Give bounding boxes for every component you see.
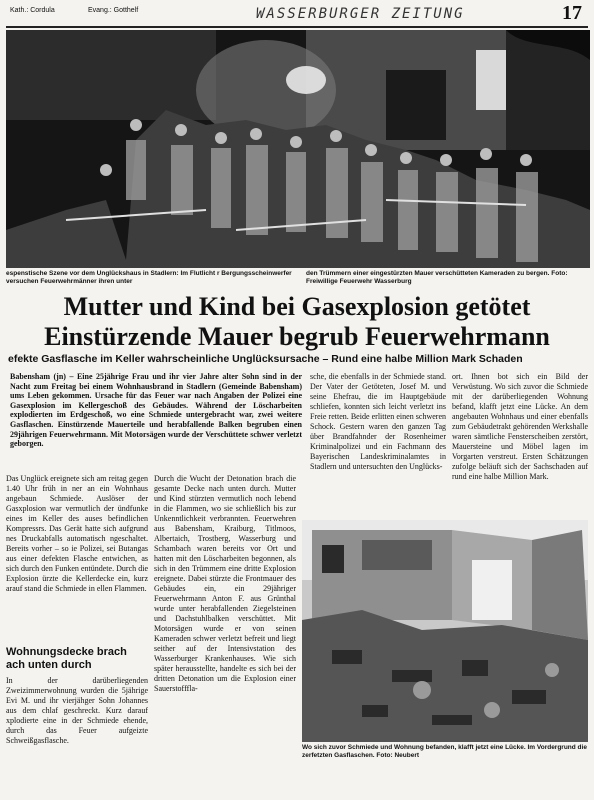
article-column-2: Durch die Wucht der Detonation brach die gesamte Decke nach unten durch. Mutter und Kind stürzten vermutlich noch lebend in die Flammen, wo sie schließlich bis zur Unkenntlichkeit verbrannten. Feuerwehren aus Babensham, Kraiburg, Titlmoos, Albertaich, Trostberg, Wasserburg und Schambach waren bereits vor Ort und hatten mit den Löscharbeiten begonnen, als sich in den Trümmern eine dritte Explosion ereignete. Dabei stürzte die Frontmauer des Gebäudes ein, ein 29jähriger Feuerwehrmann Anton F. aus Grünthal wurde unter herabfallenden Ziegelsteinen und Dachstuhlbalken verschüttet. Mit Motorsägen wurde er von seinen Kameraden schwer verletzt befreit und liegt seither auf der Intensivstation des Wasserburger Krankenhauses. Wie sich später herausstellte, handelte es sich bei der dritten Detonation um die Explosion einer Sauerstofffla-: [154, 474, 296, 693]
page-number: 17: [562, 2, 582, 24]
article-subheading: Wohnungsdecke brach ach unten durch: [6, 646, 127, 671]
page-header: [6, 4, 588, 28]
subheadline: efekte Gasflasche im Keller wahrscheinliche Unglücksursache – Rund eine halbe Million Mark Schaden: [8, 353, 523, 365]
headline-line-1: Mutter und Kind bei Gasexplosion getötet: [63, 292, 531, 321]
calendar-catholic: Kath.: Cordula: [10, 7, 55, 14]
photo-ruins-caption: Wo sich zuvor Schmiede und Wohnung befanden, klafft jetzt eine Lücke. Im Vordergrund die zerfetzten Gasflaschen. Foto: Neubert: [302, 744, 587, 759]
photo-rescue-scene: [6, 30, 590, 268]
photo-caption-right: den Trümmern einer eingestürzten Mauer verschütteten Kameraden zu bergen. Foto: Freiwillige Feuerwehr Wasserburg: [306, 270, 568, 285]
article-column-3: sche, die ebenfalls in der Schmiede stand. Der Vater der Getöteten, Josef M. und seine Ehefrau, die im Hauptgebäude schliefen, konnten sich leicht verletzt ins Freie retten. Beide erlitten einen schweren Schock. Gestern waren den ganzen Tag über Brandfahnder der Rosenheimer Kriminalpolizei und ein Fachmann des Bayerischen Landeskriminalamtes in Stadlern und untersuchten den Unglücks-: [310, 372, 446, 471]
calendar-evangelical: Evang.: Gotthelf: [88, 7, 139, 14]
lead-paragraph: Babensham (jn) – Eine 25jährige Frau und ihr vier Jahre alter Sohn sind in der Nacht zum Freitag bei einem Wohnhausbrand in Stadlern (Gemeinde Babensham) ums Leben gekommen. Ursache für das Feuer war nach Angaben der Polizei eine Gasexplosion im Kellergeschoß des Gebäudes. Während der Löscharbeiten explodierten im Erdgeschoß, wo eine Schmiede untergebracht war, zwei weitere Gasflaschen. Einstürzende Mauerteile und herabfallende Balken begruben einen 29jährigen Feuerwehrmann. Mit Motorsägen wurde der Verschüttete schwer verletzt geborgen.: [10, 372, 302, 449]
ruins-image: [302, 520, 588, 742]
article-column-1-part-2: In der darüberliegenden Zweizimmerwohnung wurden die 5jährige Evi M. und ihr vierjähger Sohn Johannes aus dem chlaf geschreckt. Kurz darauf xplodierte eine in der Schmiede ehende, durch das Feuer aufgeizte Schweißgasflasche.: [6, 676, 148, 745]
handwritten-source-note: WASSERBURGER ZEITUNG: [256, 6, 465, 22]
photo-caption-left: espenstische Szene vor dem Unglückshaus in Stadlern: Im Flutlicht r Bergungsscheinwerfer versuchen Feuerwehrmänner ihren unter: [6, 270, 292, 285]
article-column-4: ort. Ihnen bot sich ein Bild der Verwüstung. Wo sich zuvor die Schmiede mit der darüberliegenden Wohnung befand, klafft jetzt eine Lücke. An dem angebauten Wohnhaus und einer ebenfalls zum Gebäudetrakt gehörenden Werkshalle waren sämtliche Fensterscheiben zerstört, Mauersteine und Möbel lagen im Vorgarten verstreut. Ersten Schätzungen zufolge beläuft sich der Sachschaden auf rund eine halbe Million Mark.: [452, 372, 588, 481]
headline-line-2: Einstürzende Mauer begrub Feuerwehrmann: [44, 322, 550, 351]
article-column-1-part-1: Das Unglück ereignete sich am reitag gegen 1.40 Uhr früh in ner an ein Wohnhaus angebaun Schmiede. Auslöser der Gasxplosion war vermutlich der ündfunke eines im Keller des auses befindlichen Kompressrs. Das Gerät hatte sich aufgrund nes Druckabfalls automatisch ngeschaltet. Bereits vorher – so ie Polizei, sei Butangas aus einer defekten Flasche entwichen, as sich durch den Funken entündete. Durch die Explosion ürzte die Kellerdecke ein, kurz arauf stand die Schmiede in ellen Flammen.: [6, 474, 148, 593]
photo-ruins: [302, 520, 588, 742]
rescue-scene-image: [6, 30, 590, 268]
